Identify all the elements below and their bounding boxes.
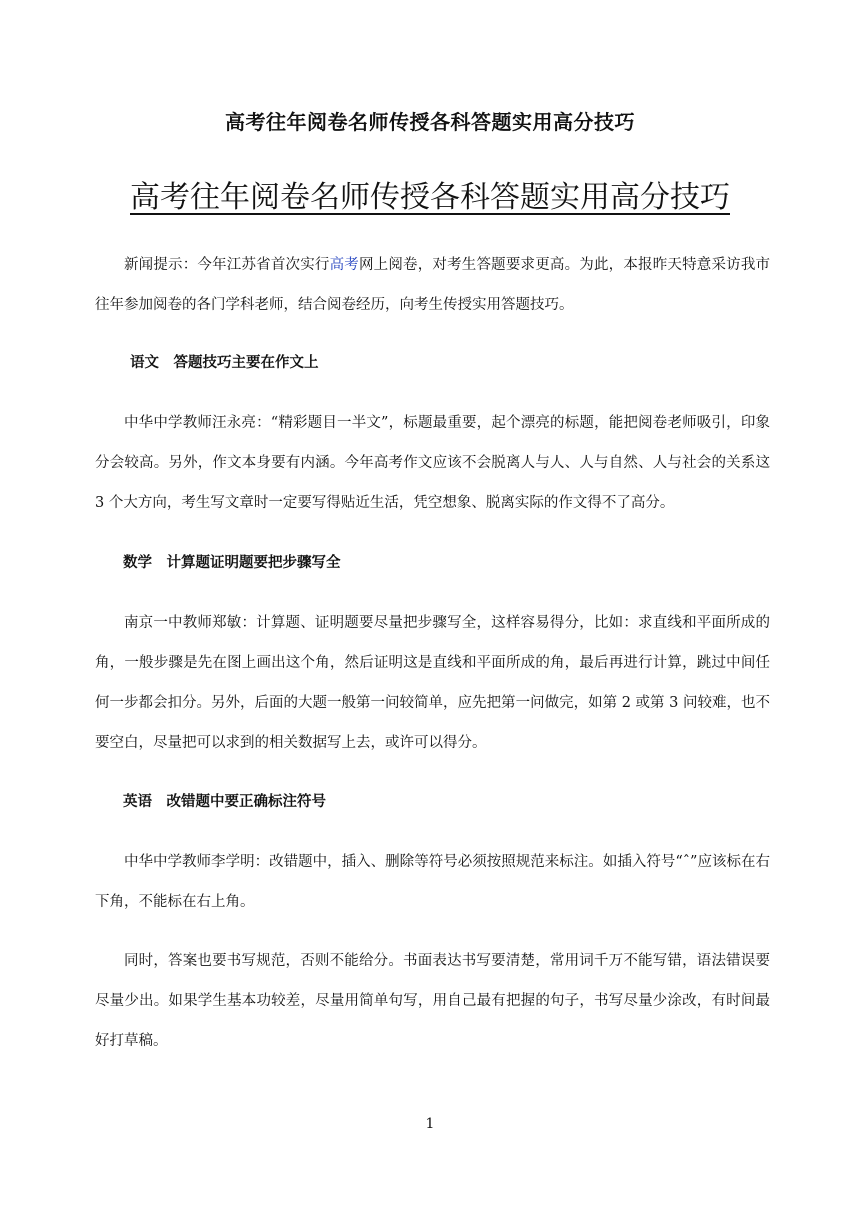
section-english-body-1 xyxy=(95,842,770,922)
section-math-body xyxy=(95,603,770,763)
section-heading-math-block xyxy=(123,543,770,583)
intro-suffix: 网上阅卷，对考生答题要求更高。为此，本报昨天特意采访我市往年参加阅卷的各门学科老师，结合阅卷经历，向考生传授实用答题技巧。 xyxy=(95,257,771,313)
intro-paragraph xyxy=(95,245,770,325)
section-english-paragraph-2: 同时，答案也要书写规范，否则不能给分。书面表达书写要清楚，常用词千万不能写错，语法错误要尽量少出。如果学生基本功较差，尽量用简单句写，用自己最有把握的句子，书写尽量少涂改，有时间最好打草稿。 xyxy=(95,953,770,1049)
section-chinese-body xyxy=(95,403,770,523)
header-title: 高考往年阅卷名师传授各科答题实用高分技巧 xyxy=(225,110,635,134)
section-heading-math: 数学 计算题证明题要把步骤写全 xyxy=(123,554,341,571)
section-heading-english: 英语 改错题中要正确标注符号 xyxy=(123,793,326,810)
page-number: 1 xyxy=(425,1116,435,1132)
section-heading-chinese-block xyxy=(130,343,770,383)
keyword-link[interactable]: 高考 xyxy=(329,257,359,273)
section-chinese-paragraph: 中华中学教师汪永亮：“精彩题目一半文”，标题最重要，起个漂亮的标题，能把阅卷老师吸引，印象分会较高。另外，作文本身要有内涵。今年高考作文应该不会脱离人与人、人与自然、人与社会的关系这 3 个大方向，考生写文章时一定要写得贴近生活，凭空想象、脱离实际的作文得不了高分。 xyxy=(95,415,770,511)
section-english-body-2 xyxy=(95,941,770,1061)
section-english-paragraph-1: 中华中学教师李学明：改错题中，插入、删除等符号必须按照规范来标注。如插入符号“ˆ”应该标在右下角，不能标在右上角。 xyxy=(95,854,770,910)
intro-prefix: 新闻提示：今年江苏省首次实行 xyxy=(124,257,330,273)
section-heading-english-block xyxy=(123,782,770,822)
main-title: 高考往年阅卷名师传授各科答题实用高分技巧 xyxy=(130,180,730,215)
intro-block xyxy=(95,245,770,325)
section-heading-chinese: 语文 答题技巧主要在作文上 xyxy=(130,354,319,371)
section-math-paragraph: 南京一中教师郑敏：计算题、证明题要尽量把步骤写全，这样容易得分，比如：求直线和平面所成的角，一般步骤是先在图上画出这个角，然后证明这是直线和平面所成的角，最后再进行计算，跳过中间任何一步都会扣分。另外，后面的大题一般第一问较简单，应先把第一问做完，如第 2 或第 3 问较难，也不要空白，尽量把可以求到的相关数据写上去，或许可以得分。 xyxy=(95,615,770,751)
